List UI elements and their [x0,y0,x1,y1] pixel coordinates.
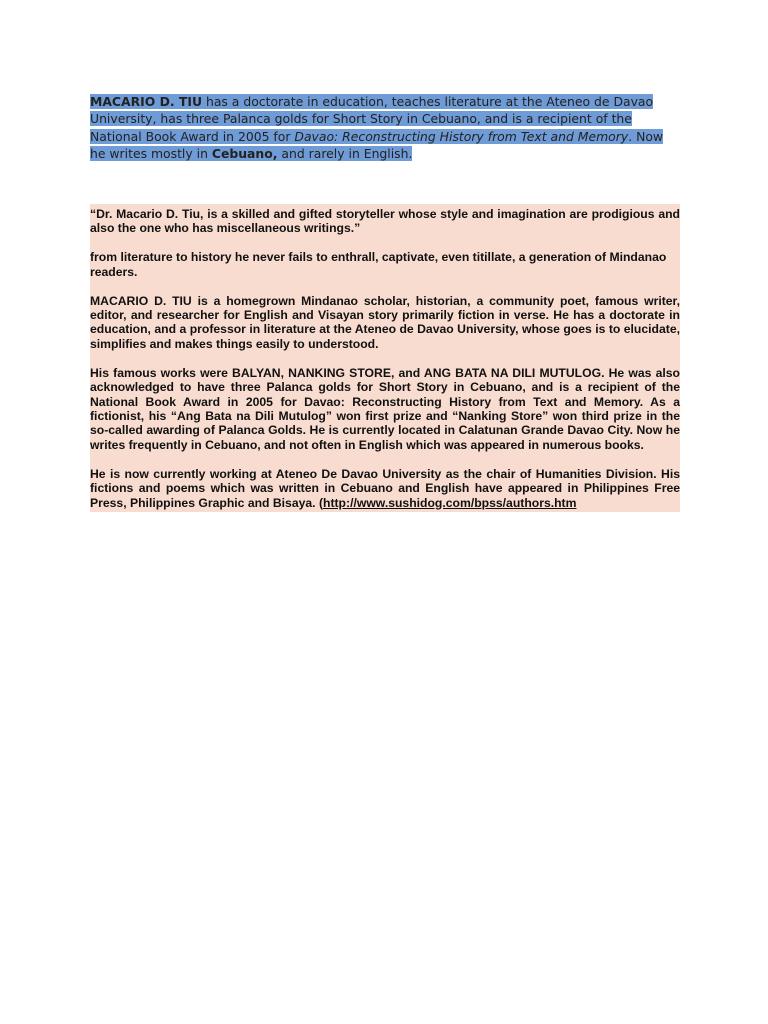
intro-text-2: . Now he writes mostly in [90,128,664,162]
intro-paragraph [90,93,680,163]
biography-block [90,204,680,512]
author-name: MACARIO D. TIU [90,94,203,109]
source-link[interactable]: http://www.sushidog.com/bpss/authors.htm [323,495,577,510]
quote-paragraph: “Dr. Macario D. Tiu, is a skilled and gifted storyteller whose style and imagination are prodigious and also the one who has miscellaneous writings.” [90,207,680,236]
current-paragraph [90,467,680,510]
book-title: Davao: Reconstructing History from Text and Memory [294,128,629,144]
current-text: He is now currently working at Ateneo De Davao University as the chair of Humanities Division. His fictions and poems which was written in Cebuano and English have appeared in Philippines Free Press, Philippines Graphic and Bisaya. ( [90,466,680,510]
intro-text-1: has a doctorate in education, teaches literature at the Ateneo de Davao University, has three Palanca golds for Short Story in Cebuano, and is a recipient of the National Book Award in 2005 for [90,94,654,144]
history-paragraph: from literature to history he never fails to enthrall, captivate, even titillate, a generation of Mindanao readers. [90,250,667,279]
works-paragraph: His famous works were BALYAN, NANKING STORE, and ANG BATA NA DILI MUTULOG. He was also acknowledged to have three Palanca golds for Short Story in Cebuano, and is a recipient of the National Book Award in 2005 for Davao: Reconstructing History from Text and Memory. As a fictionist, his “Ang Bata na Dili Mutulog” won first prize and “Nanking Store” won third prize in the so-called awarding of Palanca Golds. He is currently located in Calatunan Grande Davao City. Now he writes frequently in Cebuano, and not often in English which was appeared in numerous books. [90,365,680,452]
scholar-paragraph: MACARIO D. TIU is a homegrown Mindanao scholar, historian, a community poet, famous writer, editor, and researcher for English and Visayan story primarily fiction in verse. He has a doctorate in education, and a professor in literature at the Ateneo de Davao University, whose goes is to elucidate, simplifies and makes things easily to understood. [90,293,680,351]
language-name: Cebuano, [211,146,278,162]
intro-highlight [90,94,663,161]
intro-text-3: and rarely in English. [277,146,413,162]
